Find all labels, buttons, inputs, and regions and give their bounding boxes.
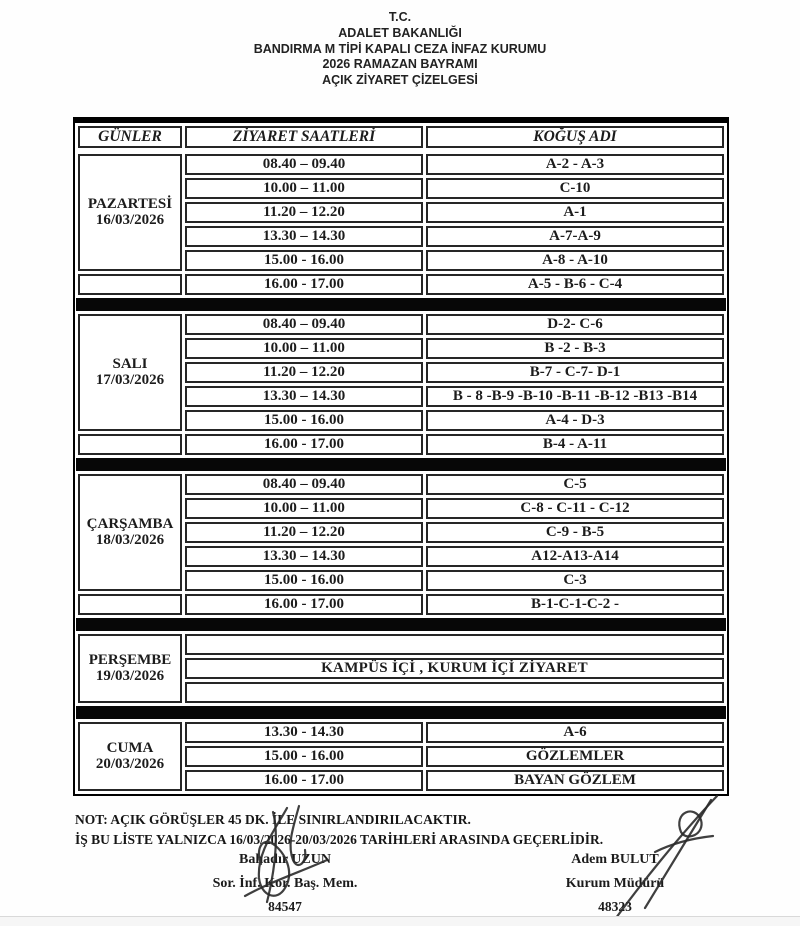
ward-cell: A-4 - D-3 bbox=[426, 410, 724, 431]
schedule-header-row bbox=[75, 123, 727, 151]
ward-cell: D-2- C-6 bbox=[426, 314, 724, 335]
table-row bbox=[78, 314, 724, 335]
ward-cell: C-3 bbox=[426, 570, 724, 591]
note-line-validity: İŞ BU LİSTE YALNIZCA 16/03/2026-20/03/2026 TARİHLERİ ARASINDA GEÇERLİDİR. bbox=[75, 832, 604, 848]
signature-block-director bbox=[515, 848, 715, 919]
ward-cell: BAYAN GÖZLEM bbox=[426, 770, 724, 791]
time-cell: 15.00 - 16.00 bbox=[185, 746, 423, 767]
ward-cell: GÖZLEMLER bbox=[426, 746, 724, 767]
header-line-tc: T.C. bbox=[388, 10, 412, 24]
time-cell: 15.00 - 16.00 bbox=[185, 570, 423, 591]
ward-cell: B-7 - C-7- D-1 bbox=[426, 362, 724, 383]
day-cell: ÇARŞAMBA 18/03/2026 bbox=[78, 474, 182, 591]
ward-cell: A12-A13-A14 bbox=[426, 546, 724, 567]
day-empty-cell bbox=[78, 594, 182, 615]
column-header-days: GÜNLER bbox=[78, 126, 182, 148]
time-cell: 13.30 – 14.30 bbox=[185, 386, 423, 407]
column-header-wards: KOĞUŞ ADI bbox=[426, 126, 724, 148]
document-header bbox=[0, 10, 800, 89]
time-cell: 11.20 – 12.20 bbox=[185, 362, 423, 383]
ward-cell: A-1 bbox=[426, 202, 724, 223]
signature-block-officer bbox=[165, 848, 405, 919]
time-cell: 10.00 – 11.00 bbox=[185, 338, 423, 359]
note-line-duration: NOT: AÇIK GÖRÜŞLER 45 DK. İLE SINIRLANDIRILACAKTIR. bbox=[75, 812, 471, 827]
merged-visit-cell: KAMPÜS İÇİ , KURUM İÇİ ZİYARET bbox=[185, 658, 724, 679]
table-row bbox=[78, 474, 724, 495]
time-cell: 08.40 – 09.40 bbox=[185, 154, 423, 175]
time-cell: 16.00 - 17.00 bbox=[185, 770, 423, 791]
schedule-table bbox=[73, 117, 729, 796]
time-cell: 08.40 – 09.40 bbox=[185, 474, 423, 495]
day-section-table bbox=[75, 631, 727, 706]
day-empty-cell bbox=[78, 434, 182, 455]
table-row bbox=[78, 634, 724, 655]
header-line-event: 2026 RAMAZAN BAYRAMI bbox=[322, 57, 478, 72]
time-cell: 11.20 – 12.20 bbox=[185, 522, 423, 543]
day-section-table bbox=[75, 719, 727, 794]
ward-cell: A-2 - A-3 bbox=[426, 154, 724, 175]
day-section-table bbox=[75, 311, 727, 458]
signer-name: Bahadır UZUN bbox=[239, 852, 331, 867]
spacer-cell bbox=[185, 682, 724, 703]
day-section-table bbox=[75, 151, 727, 298]
day-cell: SALI 17/03/2026 bbox=[78, 314, 182, 431]
time-cell: 16.00 - 17.00 bbox=[185, 594, 423, 615]
ward-cell: B-1-C-1-C-2 - bbox=[426, 594, 724, 615]
time-cell: 15.00 - 16.00 bbox=[185, 410, 423, 431]
ward-cell: C-5 bbox=[426, 474, 724, 495]
day-cell: PAZARTESİ 16/03/2026 bbox=[78, 154, 182, 271]
ward-cell: C-8 - C-11 - C-12 bbox=[426, 498, 724, 519]
time-cell: 10.00 – 11.00 bbox=[185, 498, 423, 519]
ward-cell: A-8 - A-10 bbox=[426, 250, 724, 271]
page-bottom-edge bbox=[0, 916, 800, 926]
time-cell: 13.30 – 14.30 bbox=[185, 226, 423, 247]
day-cell: PERŞEMBE 19/03/2026 bbox=[78, 634, 182, 703]
time-cell: 16.00 - 17.00 bbox=[185, 274, 423, 295]
ward-cell: B -2 - B-3 bbox=[426, 338, 724, 359]
table-row bbox=[78, 434, 724, 455]
signer-title: Sor. İnf. Kor. Baş. Mem. bbox=[212, 875, 358, 891]
footer-notes bbox=[75, 810, 735, 851]
spacer-cell bbox=[185, 634, 724, 655]
ward-cell: A-7-A-9 bbox=[426, 226, 724, 247]
section-separator bbox=[76, 706, 726, 719]
signer-number: 48323 bbox=[598, 898, 632, 914]
ward-cell: C-10 bbox=[426, 178, 724, 199]
time-cell: 15.00 - 16.00 bbox=[185, 250, 423, 271]
ward-cell: B - 8 -B-9 -B-10 -B-11 -B-12 -B13 -B14 bbox=[426, 386, 724, 407]
schedule-sections bbox=[75, 151, 727, 794]
table-row bbox=[78, 722, 724, 743]
table-row bbox=[78, 154, 724, 175]
time-cell: 08.40 – 09.40 bbox=[185, 314, 423, 335]
table-row bbox=[78, 274, 724, 295]
header-line-institution: BANDIRMA M TİPİ KAPALI CEZA İNFAZ KURUMU bbox=[253, 41, 547, 56]
signer-number: 84547 bbox=[268, 898, 302, 914]
header-line-ministry: ADALET BAKANLIĞI bbox=[338, 25, 462, 40]
section-separator bbox=[76, 458, 726, 471]
time-cell: 13.30 – 14.30 bbox=[185, 546, 423, 567]
header-line-doc-title: AÇIK ZİYARET ÇİZELGESİ bbox=[322, 73, 478, 87]
section-separator bbox=[76, 618, 726, 631]
day-cell: CUMA 20/03/2026 bbox=[78, 722, 182, 791]
time-cell: 10.00 – 11.00 bbox=[185, 178, 423, 199]
time-cell: 11.20 – 12.20 bbox=[185, 202, 423, 223]
ward-cell: A-5 - B-6 - C-4 bbox=[426, 274, 724, 295]
signer-title: Kurum Müdürü bbox=[565, 875, 665, 891]
table-row bbox=[78, 594, 724, 615]
ward-cell: A-6 bbox=[426, 722, 724, 743]
signer-name: Adem BULUT bbox=[571, 852, 659, 867]
column-header-times: ZİYARET SAATLERİ bbox=[185, 126, 423, 148]
time-cell: 16.00 - 17.00 bbox=[185, 434, 423, 455]
time-cell: 13.30 - 14.30 bbox=[185, 722, 423, 743]
ward-cell: B-4 - A-11 bbox=[426, 434, 724, 455]
ward-cell: C-9 - B-5 bbox=[426, 522, 724, 543]
day-empty-cell bbox=[78, 274, 182, 295]
section-separator bbox=[76, 298, 726, 311]
day-section-table bbox=[75, 471, 727, 618]
